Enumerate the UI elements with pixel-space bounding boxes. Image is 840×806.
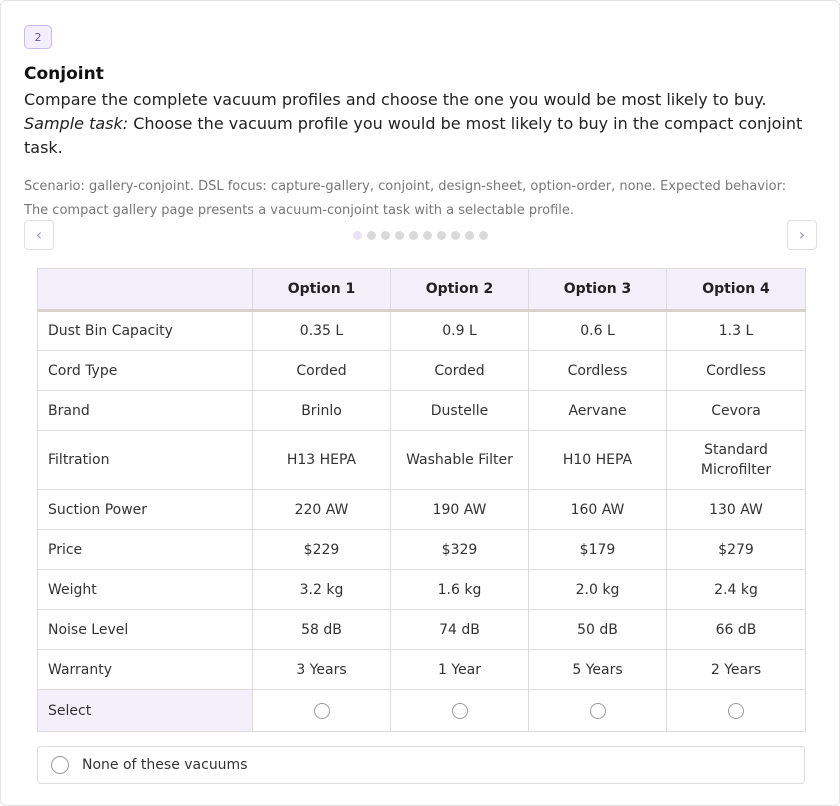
option-1-radio[interactable] (314, 703, 330, 719)
table-cell: 1.3 L (667, 311, 806, 351)
table-cell: 220 AW (253, 490, 391, 530)
pagination-dot[interactable] (353, 231, 362, 240)
scenario-note: Scenario: gallery-conjoint. DSL focus: capture-gallery, conjoint, design-sheet, option-order, none. Expected behavior: The compact gallery page presents a vacuum-conjoint task with a selectable profile. (24, 179, 787, 218)
table-cell: Washable Filter (391, 431, 529, 490)
chevron-left-icon: ‹ (35, 225, 43, 244)
select-cell (529, 690, 667, 732)
table-cell: Standard Microfilter (667, 431, 806, 490)
table-cell: 74 dB (391, 610, 529, 650)
table-cell: 0.35 L (253, 311, 391, 351)
table-cell: 1 Year (391, 650, 529, 690)
attribute-label: Noise Level (38, 610, 253, 650)
conjoint-table (37, 268, 806, 732)
table-cell: 2.4 kg (667, 570, 806, 610)
option-2-radio[interactable] (452, 703, 468, 719)
pagination-dot[interactable] (437, 231, 446, 240)
none-option-radio[interactable] (51, 756, 69, 774)
table-cell: Brinlo (253, 391, 391, 431)
table-cell: 3.2 kg (253, 570, 391, 610)
table-cell: $329 (391, 530, 529, 570)
select-cell (391, 690, 529, 732)
table-cell: $179 (529, 530, 667, 570)
pagination-dot[interactable] (409, 231, 418, 240)
question-title: Conjoint (24, 64, 104, 84)
table-cell: 58 dB (253, 610, 391, 650)
attribute-label: Suction Power (38, 490, 253, 530)
table-cell: Cordless (529, 351, 667, 391)
none-option-label: None of these vacuums (82, 757, 248, 773)
pagination-dot[interactable] (423, 231, 432, 240)
option-header: Option 1 (253, 269, 391, 311)
table-cell: 190 AW (391, 490, 529, 530)
attribute-label: Cord Type (38, 351, 253, 391)
question-description (24, 88, 814, 160)
table-cell: 2 Years (667, 650, 806, 690)
table-row (38, 351, 806, 391)
select-cell (667, 690, 806, 732)
attribute-label: Weight (38, 570, 253, 610)
none-option[interactable] (37, 746, 805, 784)
table-row (38, 391, 806, 431)
table-cell: Dustelle (391, 391, 529, 431)
corner-header (38, 269, 253, 311)
pagination-dot[interactable] (395, 231, 404, 240)
table-row (38, 570, 806, 610)
question-number-badge: 2 (24, 25, 52, 49)
table-row (38, 431, 806, 490)
table-cell: 50 dB (529, 610, 667, 650)
select-row (38, 690, 806, 732)
pagination-dot[interactable] (381, 231, 390, 240)
table-cell: $229 (253, 530, 391, 570)
select-cell (253, 690, 391, 732)
attribute-label: Filtration (38, 431, 253, 490)
pagination-dot[interactable] (479, 231, 488, 240)
table-cell: Corded (391, 351, 529, 391)
table-row (38, 490, 806, 530)
pagination-dot[interactable] (367, 231, 376, 240)
table-cell: H10 HEPA (529, 431, 667, 490)
pagination-dot[interactable] (451, 231, 460, 240)
option-header: Option 2 (391, 269, 529, 311)
table-cell: Cordless (667, 351, 806, 391)
table-cell: H13 HEPA (253, 431, 391, 490)
table-cell: 160 AW (529, 490, 667, 530)
description-text: Compare the complete vacuum profiles and choose the one you would be most likely to buy. (24, 90, 767, 109)
attribute-label: Warranty (38, 650, 253, 690)
option-header: Option 4 (667, 269, 806, 311)
gallery-prev-button[interactable] (24, 220, 54, 250)
gallery-next-button[interactable] (787, 220, 817, 250)
table-cell: 5 Years (529, 650, 667, 690)
option-3-radio[interactable] (590, 703, 606, 719)
table-cell: 3 Years (253, 650, 391, 690)
table-cell: Cevora (667, 391, 806, 431)
table-cell: Corded (253, 351, 391, 391)
table-cell: 1.6 kg (391, 570, 529, 610)
option-header: Option 3 (529, 269, 667, 311)
gallery-pagination (353, 231, 488, 240)
attribute-label: Dust Bin Capacity (38, 311, 253, 351)
attribute-label: Price (38, 530, 253, 570)
table-row (38, 530, 806, 570)
table-cell: 0.6 L (529, 311, 667, 351)
table-row (38, 650, 806, 690)
table-cell: 130 AW (667, 490, 806, 530)
table-cell: $279 (667, 530, 806, 570)
table-cell: Aervane (529, 391, 667, 431)
table-row (38, 311, 806, 351)
chevron-right-icon: › (798, 225, 806, 244)
sample-task-label: Sample task: (24, 114, 129, 133)
attribute-label: Brand (38, 391, 253, 431)
option-4-radio[interactable] (728, 703, 744, 719)
table-header-row (38, 269, 806, 311)
table-cell: 0.9 L (391, 311, 529, 351)
pagination-dot[interactable] (465, 231, 474, 240)
table-row (38, 610, 806, 650)
table-cell: 66 dB (667, 610, 806, 650)
table-cell: 2.0 kg (529, 570, 667, 610)
select-label: Select (38, 690, 253, 732)
sample-task-text: Choose the vacuum profile you would be most likely to buy in the compact conjoint task. (24, 114, 803, 157)
